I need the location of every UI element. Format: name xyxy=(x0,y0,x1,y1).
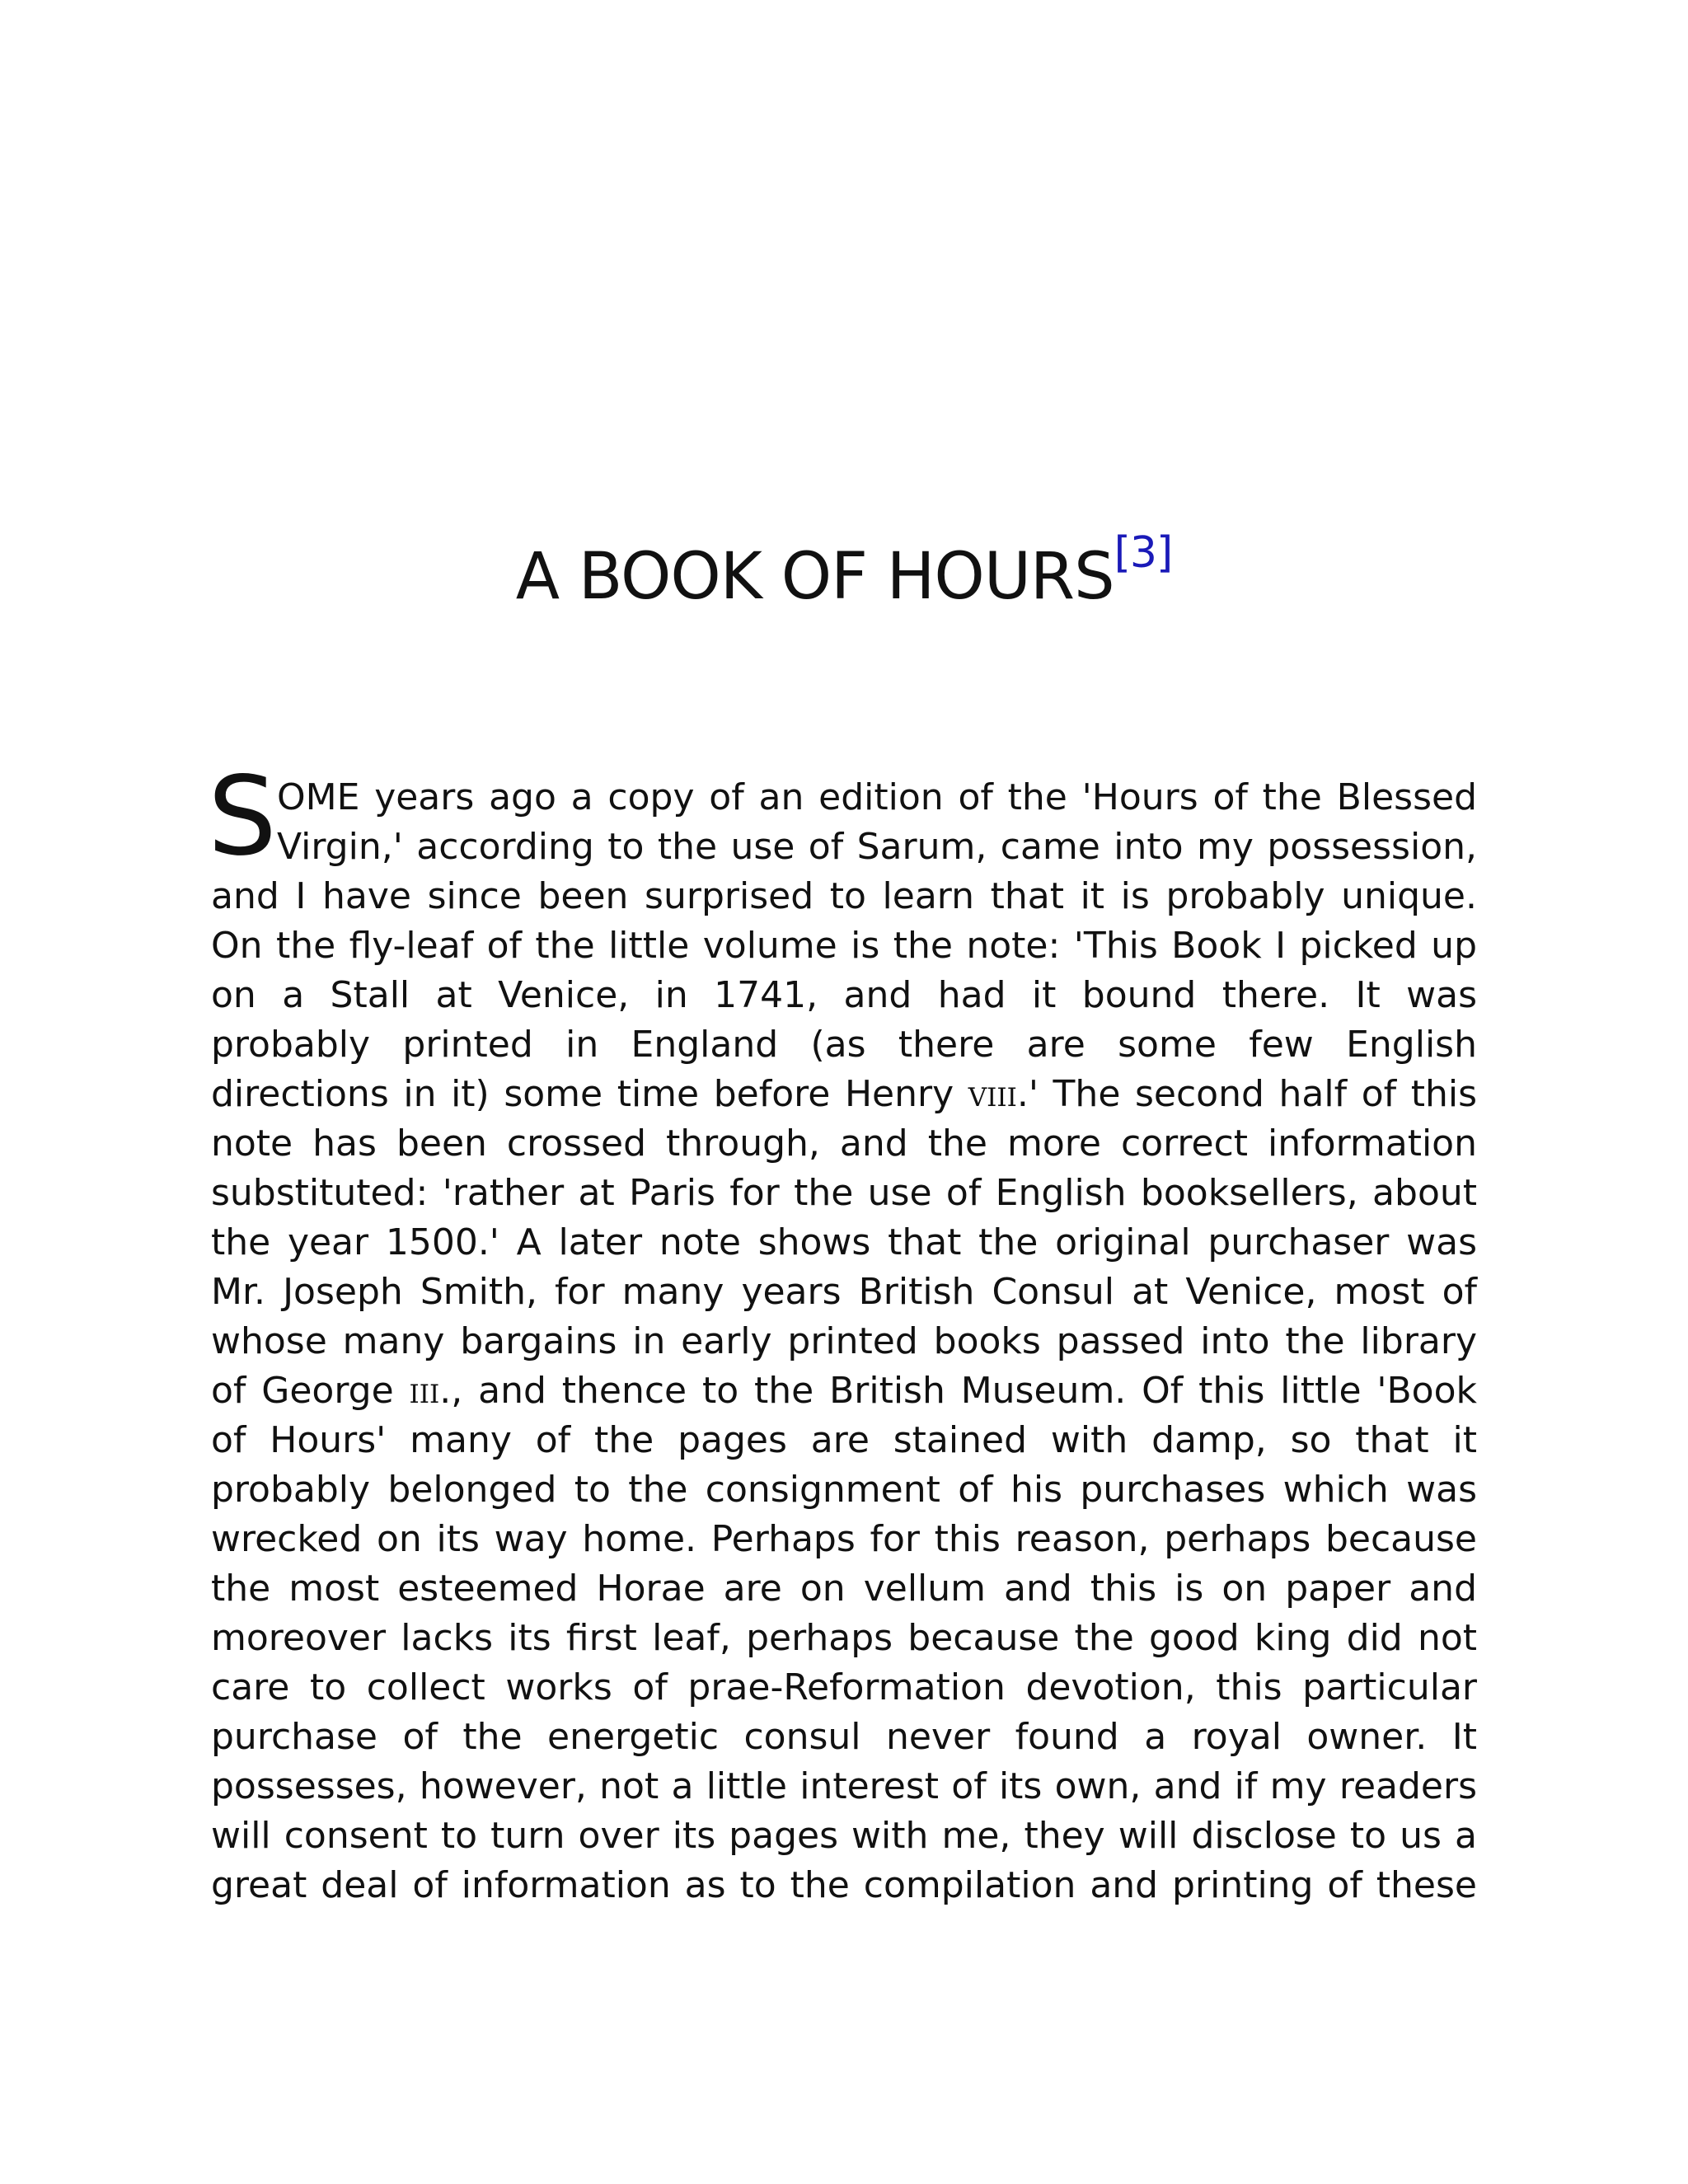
paragraph-line xyxy=(211,1366,1477,1416)
paragraph-line: great deal of information as to the compilation and printing of these xyxy=(211,1864,1477,1906)
line-text: of George xyxy=(211,1370,410,1412)
paragraph-line: care to collect works of prae-Reformation devotion, this particular xyxy=(211,1666,1477,1708)
chapter-title-text: A BOOK OF HOURS xyxy=(515,540,1114,614)
paragraph-line: On the fly-leaf of the little volume is the note: 'This Book I picked up xyxy=(211,925,1477,967)
roman-numeral: viii xyxy=(968,1073,1017,1115)
paragraph-line: probably printed in England (as there are some few English xyxy=(211,1024,1477,1066)
line-text: ., and thence to the British Museum. Of this little 'Book xyxy=(439,1370,1477,1412)
paragraph-line: the year 1500.' A later note shows that the original purchaser was xyxy=(211,1221,1477,1263)
paragraph-line xyxy=(211,1070,1477,1119)
paragraph-line: Virgin,' according to the use of Sarum, came into my possession, xyxy=(277,826,1477,868)
footnote-reference-link[interactable]: [3] xyxy=(1114,528,1173,578)
paragraph-line: note has been crossed through, and the more correct information xyxy=(211,1122,1477,1165)
paragraph-line: substituted: 'rather at Paris for the use of English booksellers, about xyxy=(211,1172,1477,1214)
paragraph-line: the most esteemed Horae are on vellum and this is on paper and xyxy=(211,1568,1477,1610)
body-paragraph xyxy=(211,773,1477,1910)
paragraph-line: Mr. Joseph Smith, for many years British Consul at Venice, most of xyxy=(211,1271,1477,1313)
paragraph-line: moreover lacks its first leaf, perhaps because the good king did not xyxy=(211,1617,1477,1659)
line-text: directions in it) some time before Henry xyxy=(211,1073,968,1115)
paragraph-line: whose many bargains in early printed books passed into the library xyxy=(211,1320,1477,1362)
paragraph-line: OME years ago a copy of an edition of the 'Hours of the Blessed xyxy=(277,776,1477,818)
chapter-title xyxy=(0,528,1688,618)
paragraph-line: purchase of the energetic consul never found a royal owner. It xyxy=(211,1716,1477,1758)
paragraph-line: possesses, however, not a little interest of its own, and if my readers xyxy=(211,1765,1477,1807)
paragraph-line: will consent to turn over its pages with me, they will disclose to us a xyxy=(211,1815,1477,1857)
paragraph-line: on a Stall at Venice, in 1741, and had it bound there. It was xyxy=(211,974,1477,1016)
paragraph-line: and I have since been surprised to learn that it is probably unique. xyxy=(211,875,1477,917)
drop-cap-letter: S xyxy=(208,753,277,880)
paragraph-line: probably belonged to the consignment of his purchases which was xyxy=(211,1469,1477,1511)
paragraph-line: of Hours' many of the pages are stained with damp, so that it xyxy=(211,1419,1477,1461)
paragraph-line: wrecked on its way home. Perhaps for this reason, perhaps because xyxy=(211,1518,1477,1560)
line-text: .' The second half of this xyxy=(1016,1073,1478,1115)
roman-numeral: iii xyxy=(409,1370,440,1412)
